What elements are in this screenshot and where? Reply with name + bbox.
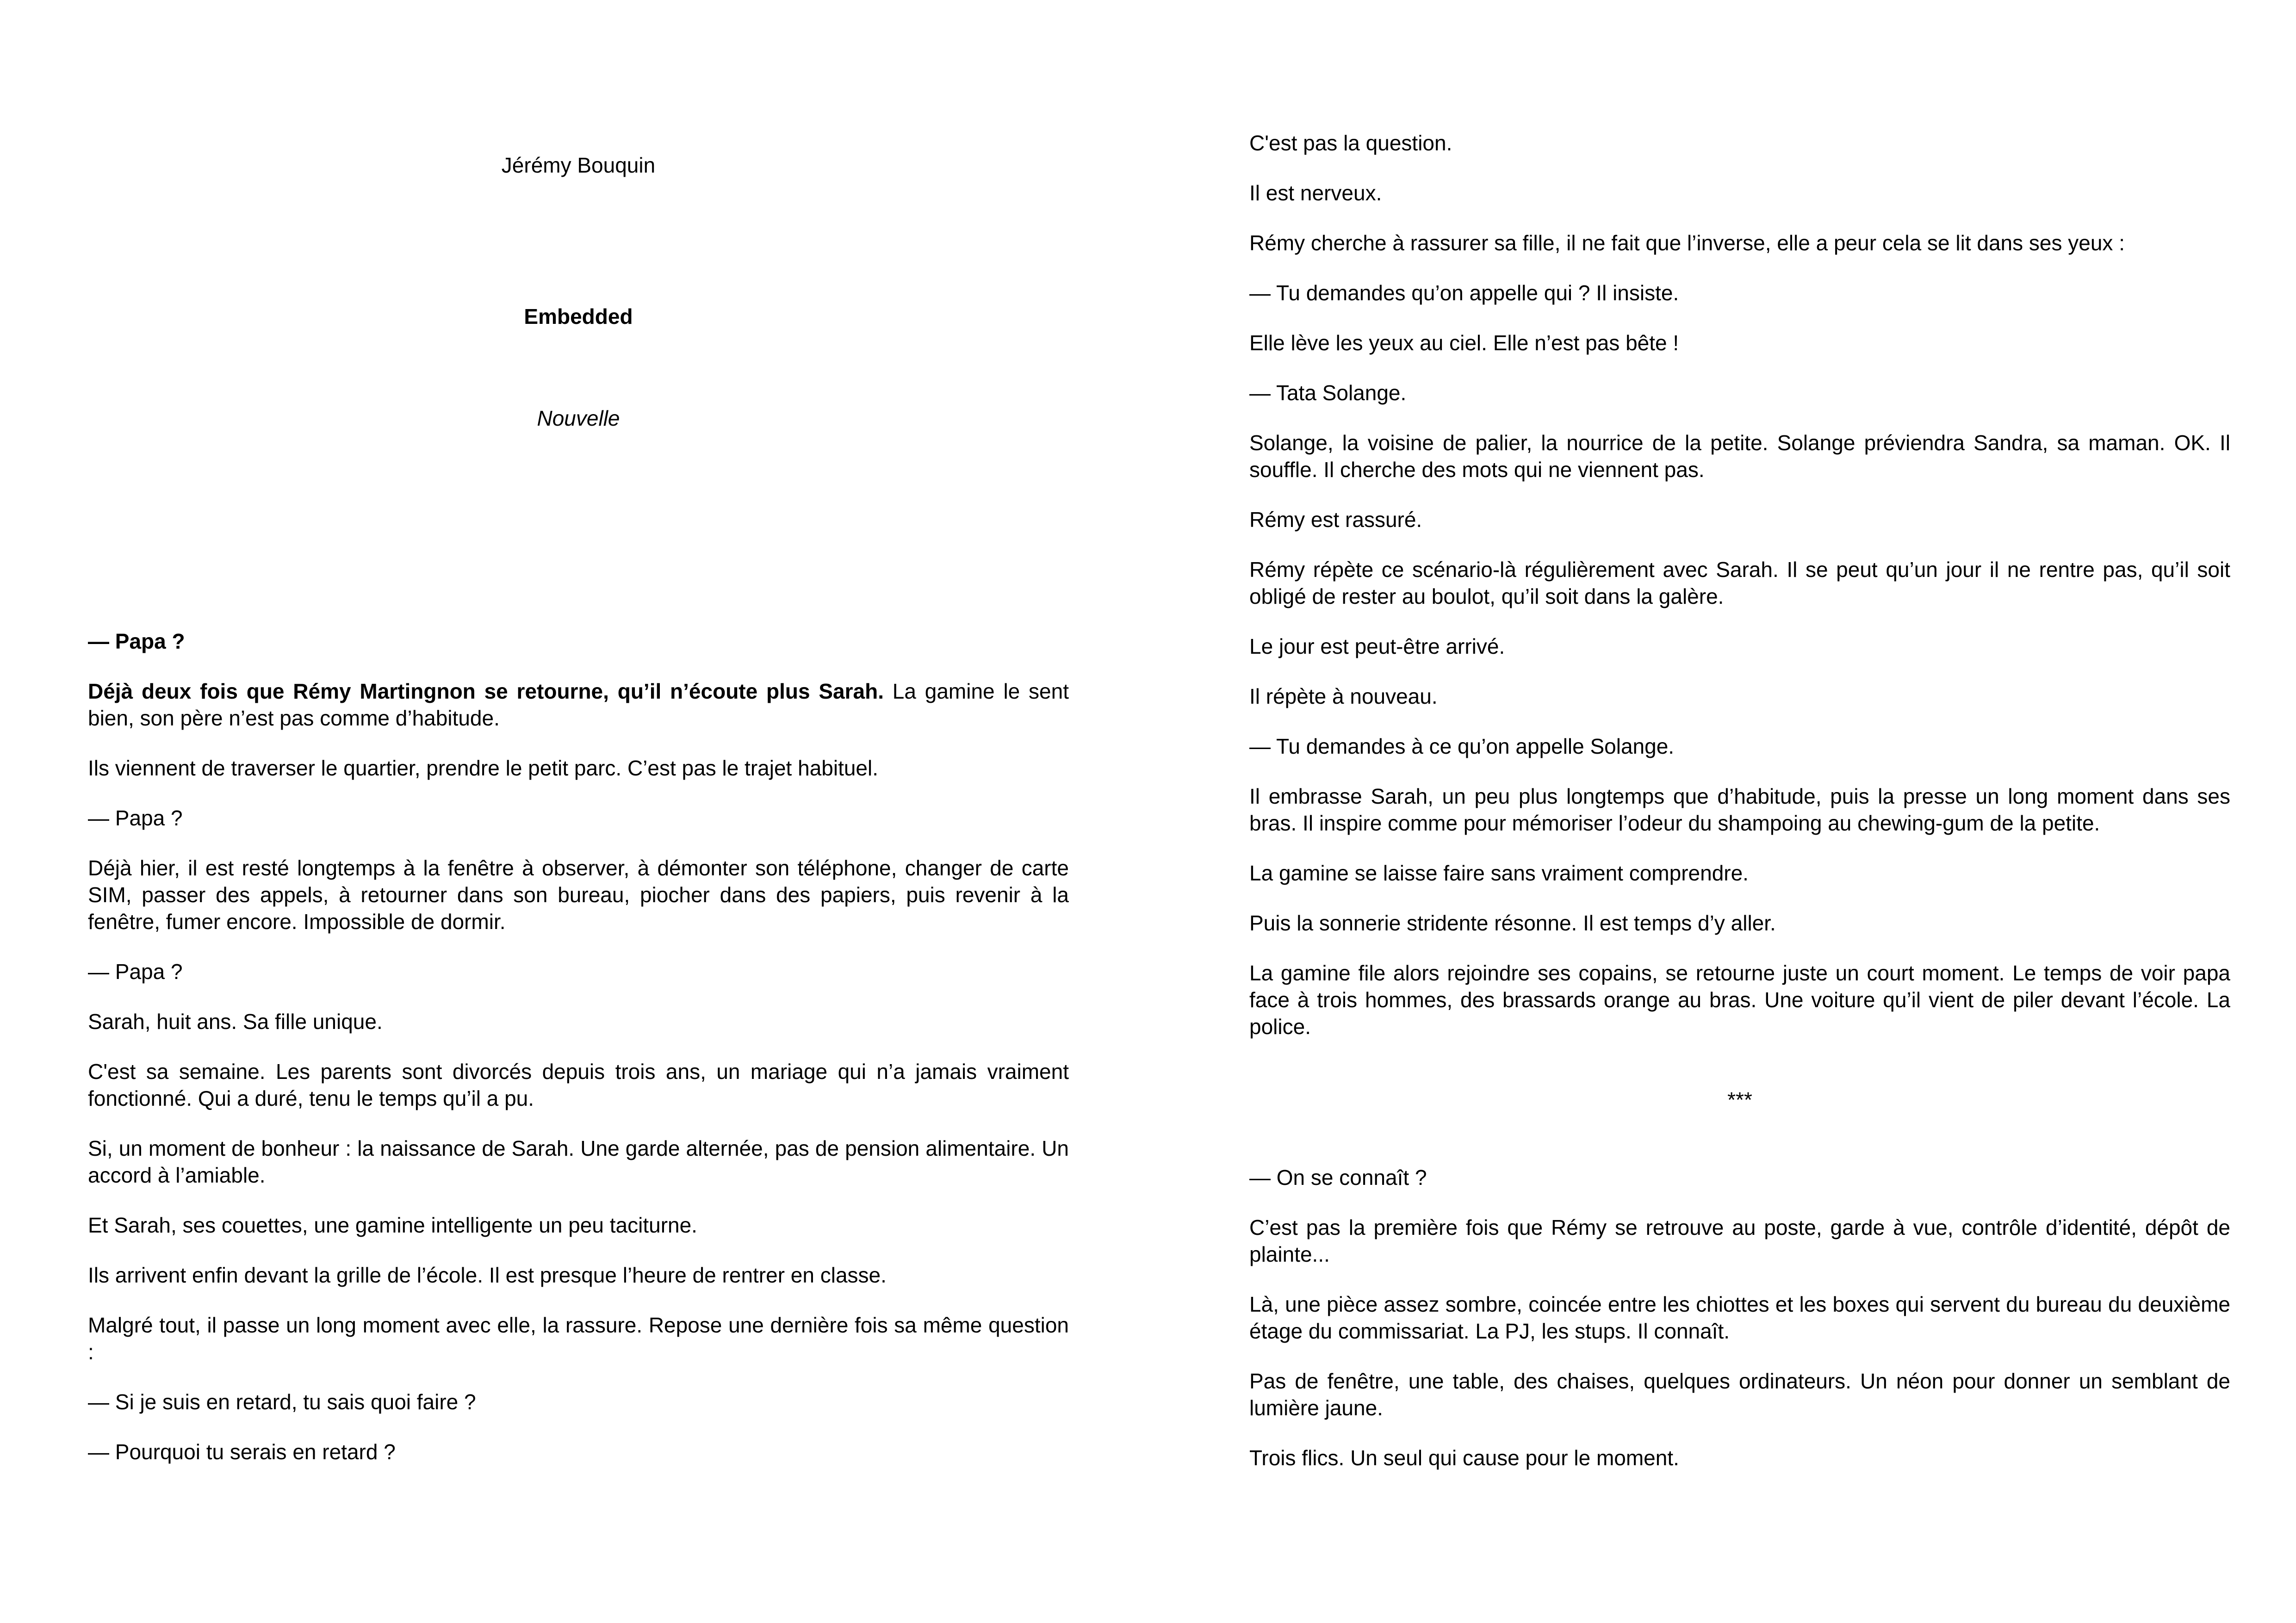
paragraph-text: Ils viennent de traverser le quartier, prendre le petit parc. C’est pas le trajet habituel. [88,756,879,780]
paragraph [88,855,1069,935]
paragraph [88,1312,1069,1365]
paragraph-bold: Déjà deux fois que Rémy Martingnon se retourne, qu’il n’écoute plus Sarah. [88,679,884,703]
left-page-body [88,628,1069,1488]
paragraph-text: — Papa ? [88,960,183,984]
paragraph [88,1212,1069,1239]
left-page [88,0,1069,1623]
paragraph: Là, une pièce assez sombre, coincée entre les chiottes et les boxes qui servent du bureau du deuxième étage du commissariat. La PJ, les stups. Il connaît. [1249,1292,2230,1343]
paragraph [88,1058,1069,1112]
story-genre: Nouvelle [537,406,620,430]
paragraph-text: La gamine le sent bien, son père n’est pas comme d’habitude. [88,679,1069,730]
paragraph-text: Déjà hier, il est resté longtemps à la fenêtre à observer, à démonter son téléphone, changer de carte SIM, passer des appels, à retourner dans son bureau, piocher dans des papiers, puis revenir à la fenêtre, fumer encore. Impossible de dormir. [88,856,1069,934]
paragraph-text: Malgré tout, il passe un long moment avec elle, la rassure. Repose une dernière fois sa même question : [88,1313,1069,1364]
paragraph [88,1388,1069,1415]
paragraph [88,1438,1069,1465]
paragraph: Rémy est rassuré. [1249,508,1422,532]
section-separator: *** [1727,1088,1752,1112]
paragraph-text: Si, un moment de bonheur : la naissance de Sarah. Une garde alternée, pas de pension alimentaire. Un accord à l’amiable. [88,1136,1069,1187]
paragraph: Trois flics. Un seul qui cause pour le moment. [1249,1446,1679,1470]
paragraph: Pas de fenêtre, une table, des chaises, quelques ordinateurs. Un néon pour donner un semblant de lumière jaune. [1249,1369,2230,1420]
paragraph: C'est pas la question. [1249,131,1452,155]
right-page-body [1249,130,2230,1494]
paragraph: La gamine se laisse faire sans vraiment comprendre. [1249,861,1749,885]
paragraph [88,1135,1069,1189]
paragraph-text: C'est sa semaine. Les parents sont divorcés depuis trois ans, un mariage qui n’a jamais vraiment fonctionné. Qui a duré, tenu le temps qu’il a pu. [88,1059,1069,1110]
paragraph: Puis la sonnerie stridente résonne. Il est temps d’y aller. [1249,911,1776,935]
paragraph [88,1008,1069,1035]
paragraph: La gamine file alors rejoindre ses copains, se retourne juste un court moment. Le temps de voir papa face à trois hommes, des brassards orange au bras. Une voiture qu’il vient de piler devant l’école. La police. [1249,961,2230,1039]
paragraph-text: Ils arrivent enfin devant la grille de l’école. Il est presque l’heure de rentrer en classe. [88,1263,887,1287]
paragraph-text: — Si je suis en retard, tu sais quoi faire ? [88,1390,476,1414]
paragraph-bold: — Papa ? [88,629,185,653]
paragraph: Rémy cherche à rassurer sa fille, il ne fait que l’inverse, elle a peur cela se lit dans ses yeux : [1249,231,2125,255]
paragraph [88,1262,1069,1288]
paragraph-text: Sarah, huit ans. Sa fille unique. [88,1010,383,1034]
paragraph [88,755,1069,781]
paragraph: — Tu demandes qu’on appelle qui ? Il insiste. [1249,281,1679,305]
paragraph: Elle lève les yeux au ciel. Elle n’est pas bête ! [1249,331,1679,355]
paragraph [88,628,1069,655]
paragraph [88,678,1069,731]
paragraph-text: — Papa ? [88,806,183,830]
paragraph-text: — Pourquoi tu serais en retard ? [88,1440,396,1464]
paragraph: Il répète à nouveau. [1249,684,1438,708]
paragraph: — Tata Solange. [1249,381,1407,405]
paragraph: Solange, la voisine de palier, la nourrice de la petite. Solange préviendra Sandra, sa maman. OK. Il souffle. Il cherche des mots qui ne viennent pas. [1249,431,2230,482]
paragraph: Il est nerveux. [1249,181,1382,205]
paragraph: — Tu demandes à ce qu’on appelle Solange. [1249,734,1675,758]
paragraph: — On se connaît ? [1249,1165,1427,1189]
story-title: Embedded [524,304,633,328]
paragraph: Rémy répète ce scénario-là régulièrement avec Sarah. Il se peut qu’un jour il ne rentre pas, qu’il soit obligé de rester au boulot, qu’il soit dans la galère. [1249,558,2230,608]
paragraph [88,958,1069,985]
author-name: Jérémy Bouquin [501,153,656,177]
paragraph: Le jour est peut-être arrivé. [1249,634,1505,658]
paragraph-text: Et Sarah, ses couettes, une gamine intelligente un peu taciturne. [88,1213,697,1237]
paragraph [88,805,1069,831]
paragraph: C’est pas la première fois que Rémy se retrouve au poste, garde à vue, contrôle d’identité, dépôt de plainte... [1249,1215,2230,1266]
paragraph: Il embrasse Sarah, un peu plus longtemps que d’habitude, puis la presse un long moment dans ses bras. Il inspire comme pour mémoriser l’odeur du shampoing au chewing-gum de la petite. [1249,784,2230,835]
right-page [1249,0,2230,1623]
